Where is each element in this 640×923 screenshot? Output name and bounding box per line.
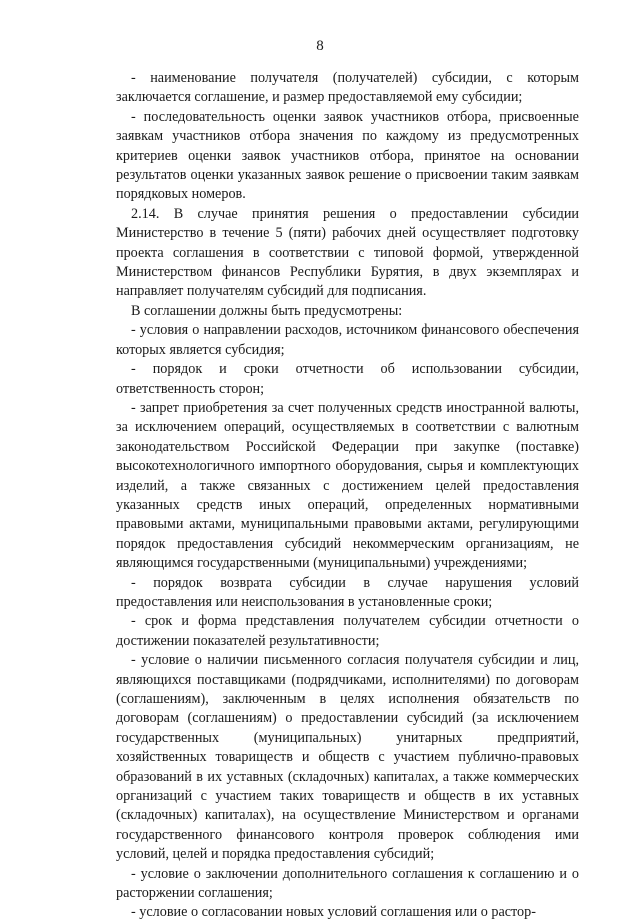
paragraph-expense-conditions: - условия о направлении расходов, источником финансового обеспечения которых является субсидия; (116, 322, 579, 358)
document-body (116, 69, 579, 923)
paragraph-new-conditions: - условие о согласовании новых условий соглашения или о растор- (131, 904, 536, 921)
paragraph-additional-agreement: - условие о заключении дополнительного соглашения к соглашению и о расторжении соглашения; (116, 865, 579, 902)
paragraph-evaluation-sequence: - последовательность оценки заявок участников отбора, присвоенные заявкам участников отбора значения по каждому из предусмотренных критериев оценки заявок участников отбора, принятое на основании результатов оценки указанных заявок решение о присвоении таким заявкам порядковых номеров. (116, 108, 579, 203)
page-number: 8 (316, 38, 324, 54)
paragraph-currency-ban: - запрет приобретения за счет полученных средств иностранной валюты, за исключением операций, осуществляемых в соответствии с валютным законодательством Российской Федерации при закупке (поставке) высокотехнологичного импортного оборудования, сырья и комплектующих изделий, а также связанных с достижением целей предоставления указанных средств иных операций, определенных нормативными правовыми актами, муниципальными правовыми актами, регулирующими порядок предоставления субсидий некоммерческим организациям, не являющимся государственными (муниципальными) учреждениями; (116, 399, 579, 572)
paragraph-recipient-name: - наименование получателя (получателей) субсидии, с которым заключается соглашение, и размер предоставляемой ему субсидии; (116, 70, 579, 106)
paragraph-reporting-order: - порядок и сроки отчетности об использовании субсидии, ответственность сторон; (116, 361, 579, 397)
paragraph-section-2-14: 2.14. В случае принятия решения о предоставлении субсидии Министерство в течение 5 (пяти) рабочих дней осуществляет подготовку проекта соглашения в соответствии с типовой формой, утвержденной Министерством финансов Республики Бурятия, в двух экземплярах и направляет получателям субсидий для подписания. (116, 205, 579, 300)
paragraph-refund-order: - порядок возврата субсидии в случае нарушения условий предоставления или неиспользования в установленные сроки; (116, 574, 579, 610)
paragraph-reporting-form: - срок и форма представления получателем субсидии отчетности о достижении показателей результативности; (116, 613, 579, 649)
paragraph-agreement-intro: В соглашении должны быть предусмотрены: (131, 302, 403, 319)
paragraph-written-consent: - условие о наличии письменного согласия получателя субсидии и лиц, являющихся поставщиками (подрядчиками, исполнителями) по договорам (соглашениям), заключенным в целях исполнения обязательств по договорам (соглашениям) о предоставлении субсидий (за исключением государственных (муниципальных) унитарных предприятий, хозяйственных товариществ и обществ с участием публично-правовых образований в их уставных (складочных) капиталах, а также коммерческих организаций с участием таких товариществ и обществ в их уставных (складочных) капиталах), на осуществление Министерством и органами государственного финансового контроля проверок соблюдения ими условий, целей и порядка предоставления субсидий; (116, 652, 579, 863)
